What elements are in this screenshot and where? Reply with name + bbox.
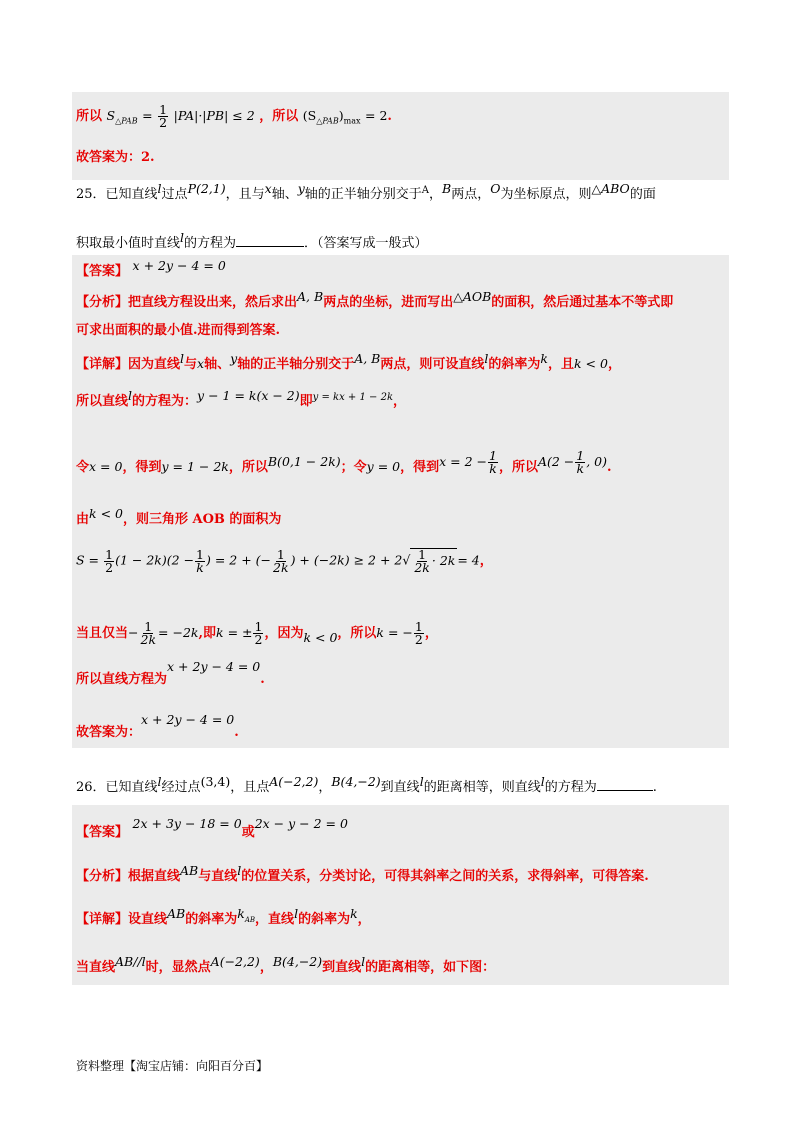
answer-tag: 【答案】 [76,264,129,279]
text: 当直线 [76,960,116,975]
fraction [413,549,431,574]
max-paren: (S [302,108,317,123]
var: k [237,906,245,921]
expr: · 2k [431,553,456,568]
den: 2 [254,632,263,647]
var: l [361,954,366,969]
q26-answer-line [76,816,348,842]
text: ， [607,357,621,372]
expr: x = 0 [89,459,123,474]
max-close: ) [338,108,344,123]
abs-expression: |PA|·|PB| ≤ 2 [173,108,255,123]
point: (3,4) [200,774,231,789]
den: k [576,461,585,476]
text: ， [479,553,493,569]
num: 1 [576,448,585,463]
text: 的面积，然后通过基本不等式即 [491,295,674,310]
q25-detail-line1 [76,351,621,374]
point-b: B [442,181,452,196]
analysis-tag: 【分析】 [76,295,129,310]
answer-expression-2: 2x − y − 2 = 0 [254,816,348,831]
point-b: B(4,−2) [272,954,323,969]
text: 因为直线 [128,357,181,372]
q25-analysis-line2: 可求出面积的最小值.进而得到答案. [76,323,281,338]
fraction [140,621,158,646]
text: ， [259,960,273,975]
num: 1 [105,546,114,562]
top-answer-line: 故答案为：2. [76,150,155,165]
q25-analysis-line1 [76,289,674,312]
q25-answer-final-line [76,712,239,742]
text: ,即 [198,626,217,641]
text: 的位置关系，分类讨论，可得其斜率之间的关系，求得斜率，可得答案. [241,869,649,884]
expr: k = ± [216,625,253,640]
text: 的距离相等，如下图： [365,960,496,975]
expr: ) = 2 + (− [206,552,272,568]
condition: k < 0 [574,356,608,371]
text: ， [318,780,332,795]
text: ，得到 [122,460,162,475]
answer-expression: x + 2y − 4 = 0 [132,258,226,273]
triangle: △AOB [453,289,492,304]
den: 2 [159,115,168,130]
text: . [387,109,392,124]
num: 1 [418,547,427,562]
text: ，所以 [498,460,538,475]
text: ， [429,187,443,202]
text: 的斜率为 [298,912,351,927]
text: 轴的正半轴分别交于 [304,187,422,202]
condition: k < 0 [303,630,338,645]
text: ，所以 [259,109,299,124]
answer-expression-1: 2x + 3y − 18 = 0 [132,816,242,831]
text: 即 [299,394,313,409]
text: ，且点 [230,780,270,795]
final-equation: x + 2y − 4 = 0 [167,659,261,674]
num: 1 [144,619,153,634]
text: 由 [76,512,90,527]
text: ，所以 [228,460,268,475]
half-fraction [158,104,168,129]
area-symbol: S [106,108,116,123]
text: 的斜率为 [185,912,238,927]
answer-blank [236,233,304,247]
max-inner-subscript: △PAB [316,116,339,126]
var: l [157,774,162,789]
point-a-coords: A(2 − [537,454,575,469]
var: A, B [297,289,324,304]
point-a: A(−2,2) [269,774,319,789]
text: 积取最小值时直线 [76,236,181,251]
var: l [540,774,545,789]
text: ．（答案写成一般式） [304,236,428,251]
q25-equality-line [76,621,438,646]
text: 的方程为： [132,394,198,409]
text: 根据直线 [128,869,181,884]
num: 1 [489,448,497,463]
text: 为坐标原点，则 [500,187,592,202]
top-conclusion-line [76,104,392,131]
text: 25．已知直线 [76,187,158,202]
var: l [128,388,133,403]
den: k [489,461,497,476]
triangle: △ABO [591,181,630,196]
text: 两点的坐标，进而写出 [323,295,454,310]
text: ， [393,394,407,409]
var: k [540,351,548,366]
text: ；令 [340,460,367,475]
text: ，因为 [264,626,304,641]
text: 过点 [161,187,188,202]
q26-detail-line2 [76,954,496,977]
var: y [297,181,305,196]
text: 与直线 [198,869,238,884]
answer-tag: 【答案】 [76,825,129,840]
q26-detail-line1 [76,906,371,934]
expr: x = 2 − [439,454,487,469]
point-b-coords: B(0,1 − 2k) [267,454,341,469]
fraction [272,546,290,575]
var: x [197,356,205,371]
text: 令 [76,460,90,475]
text: ，且 [547,357,574,372]
num: 1 [196,546,204,562]
text: 所以直线方程为 [76,672,168,687]
den: 2k [414,560,430,575]
q25-detail-line2 [76,388,407,412]
line-equation: y − 1 = k(x − 2) [197,388,300,403]
q25-area-formula [76,548,493,574]
answer-blank [597,777,653,791]
text: 经过点 [161,780,201,795]
text: ， [357,912,371,927]
var: y [230,351,238,366]
text: 或 [241,825,255,840]
line-equation-2: y = kx + 1 − 2k [312,392,393,403]
point-o: O [490,181,501,196]
text: ，且与 [225,187,265,202]
text: . [260,672,265,687]
num: 1 [159,102,168,117]
expr: = 4 [457,552,480,568]
text: ， [424,626,438,641]
text: 轴、 [204,357,231,372]
condition: k < 0 [89,506,123,521]
text: 两点，则可设直线 [380,357,485,372]
text: 的方程为 [184,236,237,251]
text: 轴、 [271,187,298,202]
text: . [652,780,657,795]
text: 到直线 [322,960,362,975]
expr: y = 0 [366,459,401,474]
text: 与 [184,357,198,372]
neg: − [128,625,139,640]
fraction [414,621,424,646]
text: 把直线方程设出来，然后求出 [128,295,298,310]
text: ，所以 [337,626,377,641]
expr: k = − [376,625,413,640]
expr: (1 − 2k)(2 − [115,552,195,568]
q26-analysis-line [76,863,649,886]
num: 1 [414,619,423,634]
expr: ) + (−2k) ≥ 2 + 2 [290,552,403,568]
fraction [253,621,263,646]
num: 1 [276,546,285,562]
var: l [419,774,424,789]
expr: S = [76,552,100,568]
text: . [234,725,239,740]
var: x [264,181,272,196]
den: 2 [414,632,423,647]
var: AB [180,863,199,878]
analysis-tag: 【分析】 [76,869,129,884]
fraction [195,546,205,575]
text: 故答案为： [76,725,142,740]
point-a-coords-end: , 0) [586,454,608,469]
var: l [484,351,489,366]
text: . [607,460,612,475]
text: 设直线 [128,912,168,927]
sqrt [410,548,457,574]
q25-stem-line2 [76,230,428,253]
var: l [180,351,185,366]
max-value: = 2 [365,108,388,123]
text: 轴的正半轴分别交于 [237,357,355,372]
den: 2k [140,632,157,647]
q25-stem-line1 [76,181,656,205]
expr: y = 1 − 2k [161,459,229,474]
detail-tag: 【详解】 [76,357,129,372]
var: k [350,906,358,921]
text: 的斜率为 [488,357,541,372]
text: 时，显然点 [145,960,211,975]
fraction [104,546,114,575]
equals: = [142,108,153,123]
final-answer: x + 2y − 4 = 0 [141,712,235,727]
text: ，直线 [255,912,295,927]
var: AB [167,906,186,921]
fraction [575,450,585,475]
text: 的面 [629,187,656,202]
den: 2 [105,559,114,575]
q25-detail-line4 [76,506,282,529]
text: 的距离相等，则直线 [423,780,541,795]
parallel-expr: AB//l [115,954,146,969]
num: 1 [254,619,263,634]
den: k [196,559,204,575]
detail-tag: 【详解】 [76,912,129,927]
text: ，则三角形 AOB 的面积为 [122,512,282,527]
text: 两点， [451,187,491,202]
text: 到直线 [380,780,420,795]
text: 所以直线 [76,394,129,409]
text: ，得到 [400,460,440,475]
den: 2k [273,559,289,575]
area-subscript: △PAB [115,116,138,126]
text: 26．已知直线 [76,780,158,795]
q25-answer-line [76,258,226,281]
var: A, B [354,351,381,366]
point-a: A [421,185,430,196]
point-b: B(4,−2) [331,774,381,789]
text: 的方程为 [544,780,597,795]
point-a: A(−2,2) [210,954,260,969]
page-footer: 资料整理【淘宝店铺：向阳百分百】 [76,1059,269,1073]
var: l [157,181,162,196]
max-subscript: max [343,116,361,126]
subscript: AB [244,915,256,924]
text: 当且仅当 [76,626,129,641]
q25-final-line [76,659,265,689]
sqrt-sign: √ [402,552,411,568]
var: l [237,863,242,878]
var: l [180,230,185,245]
text: 所以 [76,109,103,124]
var: l [294,906,299,921]
q25-detail-line3 [76,448,612,480]
fraction [488,450,498,475]
expr: = −2k [158,625,199,640]
q26-stem [76,774,657,797]
point-p: P(2,1) [187,181,226,196]
